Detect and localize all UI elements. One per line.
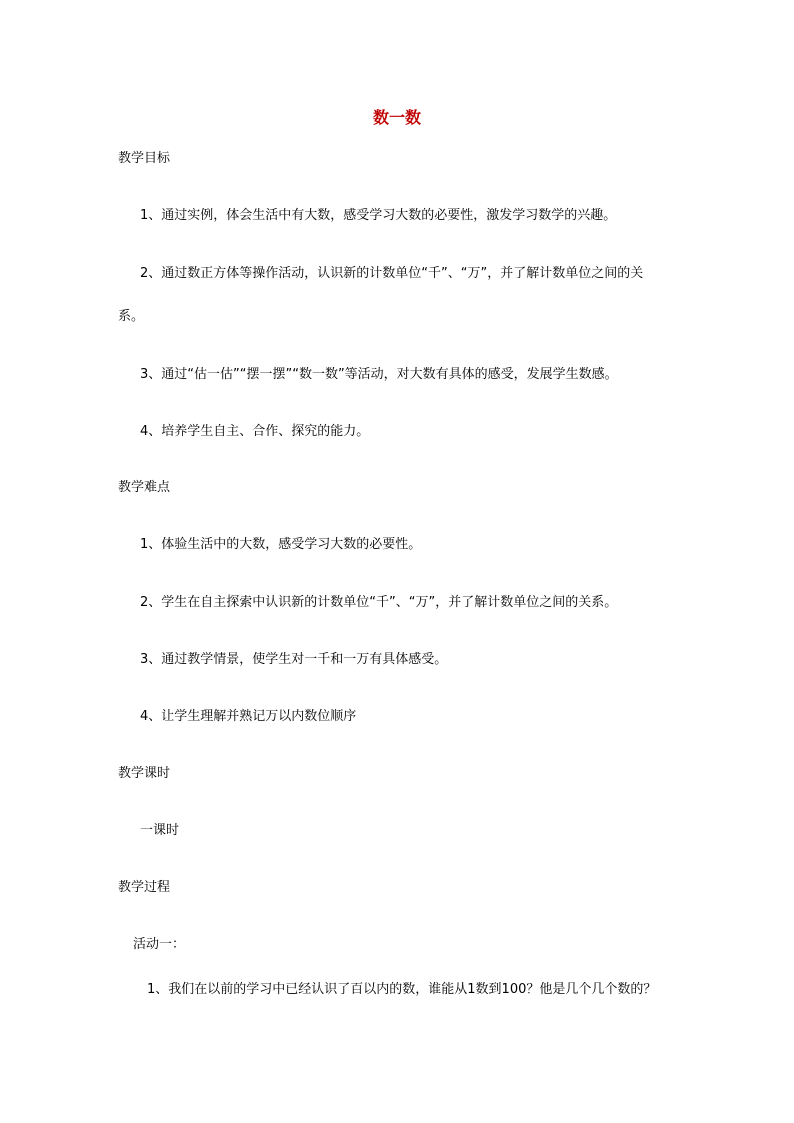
section-heading-process: 教学过程 [118, 880, 171, 895]
goal-item-4: 4、培养学生自主、合作、探究的能力。 [140, 424, 370, 439]
difficulty-item-1: 1、体验生活中的大数，感受学习大数的必要性。 [140, 537, 422, 552]
difficulty-item-3: 3、通过教学情景，使学生对一千和一万有具体感受。 [140, 652, 448, 667]
goal-item-2-continued: 系。 [118, 309, 145, 324]
hours-value: 一课时 [140, 823, 180, 838]
section-heading-goals: 教学目标 [118, 151, 171, 166]
document-title: 数一数 [372, 108, 421, 127]
goal-item-2: 2、通过数正方体等操作活动，认识新的计数单位“千”、“万”，并了解计数单位之间的关 [140, 266, 644, 281]
section-heading-difficulties: 教学难点 [118, 480, 171, 495]
goal-item-3: 3、通过“估一估”“摆一摆”“数一数”等活动，对大数有具体的感受，发展学生数感。 [140, 367, 618, 382]
difficulty-item-2: 2、学生在自主探索中认识新的计数单位“千”、“万”，并了解计数单位之间的关系。 [140, 595, 618, 610]
goal-item-1: 1、通过实例，体会生活中有大数，感受学习大数的必要性，激发学习数学的兴趣。 [140, 208, 617, 223]
activity-label: 活动一： [133, 937, 186, 952]
process-item-1: 1、我们在以前的学习中已经认识了百以内的数，谁能从1数到100？他是几个几个数的？ [147, 982, 657, 997]
difficulty-item-4: 4、让学生理解并熟记万以内数位顺序 [140, 709, 357, 724]
section-heading-hours: 教学课时 [118, 766, 171, 781]
